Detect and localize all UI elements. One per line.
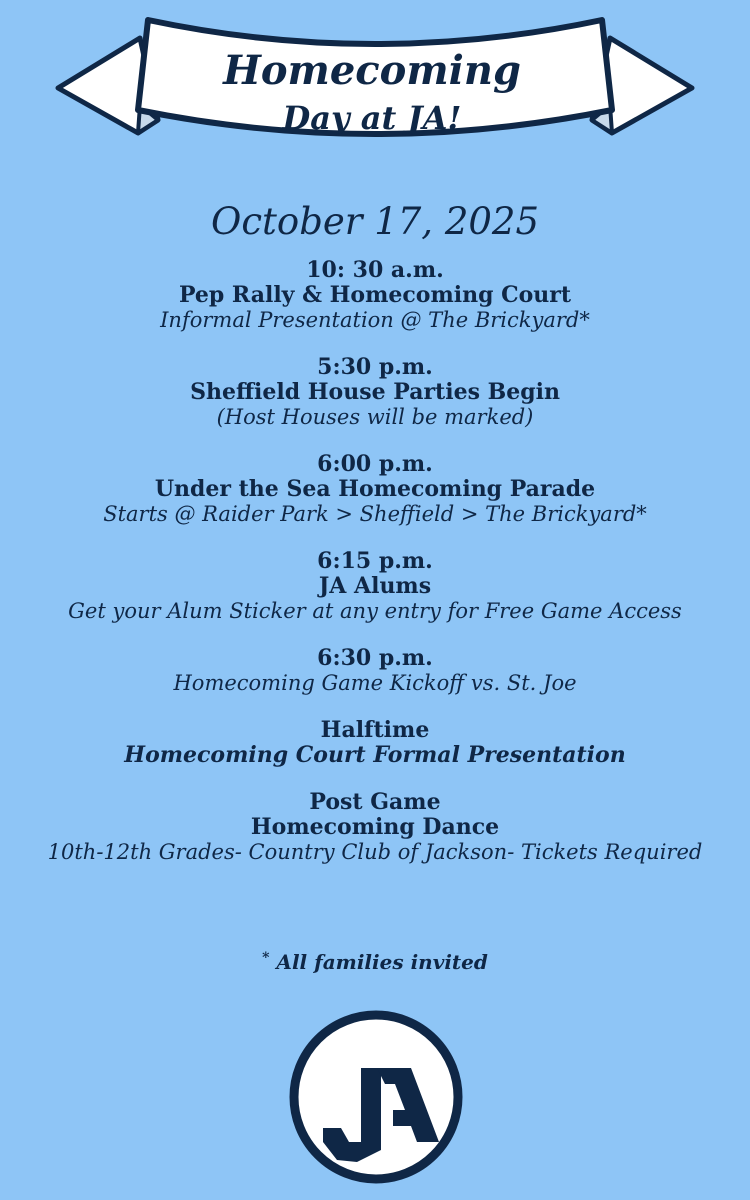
banner-title-line1: Homecoming — [223, 47, 521, 94]
event-time: 10: 30 a.m. — [306, 257, 444, 283]
event-title: Homecoming Dance — [250, 814, 500, 840]
schedule-event — [0, 549, 750, 624]
schedule-event — [0, 452, 750, 527]
event-title: Under the Sea Homecoming Parade — [154, 476, 596, 502]
event-time: 6:00 p.m. — [317, 451, 433, 477]
schedule-event — [0, 355, 750, 430]
event-description: Get your Alum Sticker at any entry for Free Game Access — [68, 599, 682, 623]
event-date: October 17, 2025 — [211, 200, 539, 243]
banner-title-line2: Day at JA! — [282, 99, 462, 137]
event-time: Halftime — [320, 717, 430, 743]
homecoming-banner — [0, 0, 750, 170]
event-title: JA Alums — [318, 573, 432, 599]
event-time: 6:30 p.m. — [317, 645, 433, 671]
event-time: 6:15 p.m. — [317, 548, 433, 574]
footnote-marker: * — [262, 950, 270, 966]
ja-logo — [289, 1010, 463, 1184]
event-description: Starts @ Raider Park > Sheffield > The Brickyard* — [103, 502, 647, 526]
footnote-text: All families invited — [276, 950, 488, 974]
event-description: Homecoming Game Kickoff vs. St. Joe — [173, 671, 577, 695]
schedule-event — [0, 646, 750, 696]
event-time: 5:30 p.m. — [317, 354, 433, 380]
event-title: Pep Rally & Homecoming Court — [178, 282, 572, 308]
footnote — [0, 950, 750, 974]
schedule-event — [0, 790, 750, 865]
event-title: Sheffield House Parties Begin — [190, 379, 560, 405]
schedule-event — [0, 258, 750, 333]
event-description: (Host Houses will be marked) — [216, 405, 534, 429]
schedule-list — [0, 258, 750, 887]
event-title: Homecoming Court Formal Presentation — [124, 742, 626, 768]
event-description: Informal Presentation @ The Brickyard* — [160, 308, 590, 332]
schedule-event — [0, 718, 750, 768]
event-time: Post Game — [309, 789, 441, 815]
event-description: 10th-12th Grades- Country Club of Jackson- Tickets Required — [47, 840, 703, 864]
